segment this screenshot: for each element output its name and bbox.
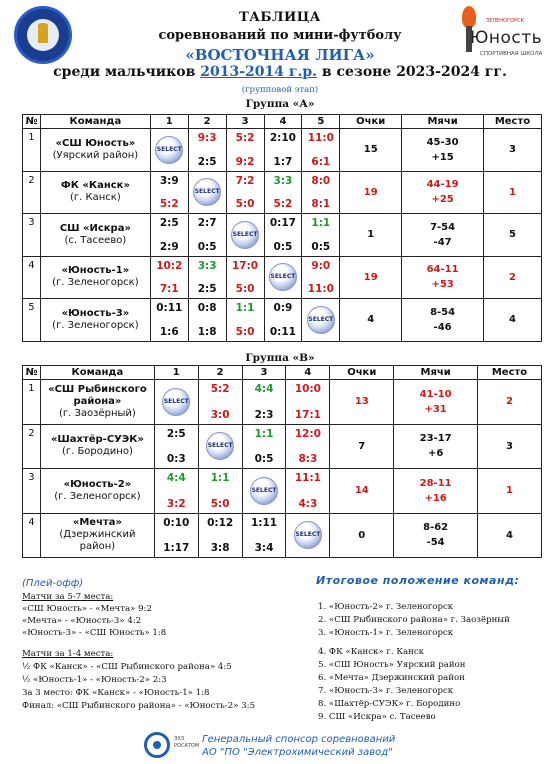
column-header: Место xyxy=(478,366,542,380)
team-city: (г. Зеленогорск) xyxy=(52,319,139,331)
team-city: (г. Бородино) xyxy=(61,446,133,458)
team-name: ФК «Канск» xyxy=(60,180,130,192)
table-row xyxy=(23,214,542,257)
column-header: 5 xyxy=(302,115,340,129)
second-match-score: 2:5 xyxy=(197,283,217,295)
second-match-score: 1:17 xyxy=(163,542,190,554)
column-header: 2 xyxy=(198,366,242,380)
table-row xyxy=(23,171,542,214)
score-cell xyxy=(226,129,264,172)
first-match-score: 1:11 xyxy=(250,516,278,529)
second-match-score: 5:0 xyxy=(235,325,255,338)
second-match-score: 0:5 xyxy=(311,240,331,253)
score-cell xyxy=(188,171,226,214)
score-cell xyxy=(302,299,340,342)
second-match-score: 0:5 xyxy=(254,453,274,465)
final-standings-title: Итоговое положение команд: xyxy=(316,574,520,587)
column-header: Команда xyxy=(40,115,150,129)
second-match-score: 5:2 xyxy=(273,198,293,210)
goals-ratio: 64-11 xyxy=(426,264,459,276)
column-header: Очки xyxy=(330,366,394,380)
score-cell xyxy=(264,299,302,342)
team-name: «СШ Рыбинского района» xyxy=(48,383,147,407)
first-match-score: 0:9 xyxy=(273,302,293,314)
score-cell xyxy=(150,129,188,172)
first-match-score: 7:2 xyxy=(235,174,255,187)
league-name: «ВОСТОЧНАЯ ЛИГА» xyxy=(185,46,375,64)
m14-item: Финал: «СШ Рыбинского района» - «Юность-2» 3:5 xyxy=(22,701,256,711)
row-number: 4 xyxy=(23,256,41,299)
score-cell xyxy=(154,513,198,558)
sponsor-line2: АО "ПО "Электрохимический завод" xyxy=(202,747,393,758)
first-match-score: 0:11 xyxy=(156,302,183,314)
team-cell xyxy=(40,513,154,558)
m14-item: ½ «Юность-1» - «Юность-2» 2:3 xyxy=(22,675,167,685)
second-match-score: 2:3 xyxy=(254,408,274,421)
score-cell xyxy=(226,214,264,257)
first-match-score: 2:5 xyxy=(159,217,179,229)
score-cell xyxy=(226,256,264,299)
first-match-score: 5:2 xyxy=(210,383,230,395)
team-city: (г. Зеленогорск) xyxy=(52,277,139,289)
second-match-score: 3:2 xyxy=(166,497,186,510)
score-cell xyxy=(188,214,226,257)
team-cell xyxy=(40,129,150,172)
points-cell: 13 xyxy=(330,380,394,425)
first-match-score: 4:4 xyxy=(166,472,186,484)
first-match-score: 11:0 xyxy=(307,132,334,144)
team-name: «Юность-3» xyxy=(61,307,130,319)
second-match-score: 17:1 xyxy=(294,408,321,421)
score-cell xyxy=(150,299,188,342)
team-city: (с. Тасеево) xyxy=(64,234,127,246)
score-cell xyxy=(226,299,264,342)
m14-title: Матчи за 1-4 места: xyxy=(22,649,114,659)
final-item: 4. ФК «Канск» г. Канск xyxy=(318,647,425,657)
final-item: 7. «Юность-3» г. Зеленогорск xyxy=(318,686,454,696)
column-header: Мячи xyxy=(402,115,484,129)
header xyxy=(0,0,560,112)
place-cell: 3 xyxy=(484,129,542,172)
row-number: 1 xyxy=(23,129,41,172)
goals-ratio: 7-54 xyxy=(430,221,456,233)
second-match-score: 1:8 xyxy=(197,325,217,338)
goals-ratio: 45-30 xyxy=(426,136,459,148)
place-cell: 2 xyxy=(484,256,542,299)
playoff-title: (Плей-офф) xyxy=(22,578,84,589)
group-a-title: Группа «А» xyxy=(245,98,315,110)
team-city: (г. Зеленогорск) xyxy=(54,490,141,502)
row-number: 2 xyxy=(23,171,41,214)
column-header: Команда xyxy=(40,366,154,380)
place-cell: 1 xyxy=(478,469,542,514)
m57-item: «Мечта» - «Юность-3» 4:2 xyxy=(22,616,142,626)
second-match-score: 2:9 xyxy=(159,240,179,253)
score-cell xyxy=(198,380,242,425)
goals-cell xyxy=(402,256,484,299)
first-match-score: 3:3 xyxy=(273,174,293,187)
group-a-table xyxy=(22,114,542,342)
ball-icon: SELECT xyxy=(231,221,259,249)
team-city: (г. Заозёрный) xyxy=(58,407,136,419)
second-match-score: 5:0 xyxy=(210,497,230,510)
score-cell xyxy=(264,171,302,214)
column-header: Мячи xyxy=(394,366,478,380)
goals-cell xyxy=(394,380,478,425)
points-cell: 19 xyxy=(340,256,402,299)
second-match-score: 5:0 xyxy=(235,283,255,295)
first-match-score: 0:8 xyxy=(197,302,217,314)
final-item: 3. «Юность-1» г. Зеленогорск xyxy=(318,628,454,638)
ball-icon: SELECT xyxy=(162,388,190,416)
table-row xyxy=(23,380,542,425)
goal-difference: +15 xyxy=(431,151,454,163)
first-match-score: 1:1 xyxy=(210,472,230,484)
ball-icon: SELECT xyxy=(294,521,322,549)
goals-ratio: 8-54 xyxy=(430,306,456,318)
second-match-score: 3:4 xyxy=(254,542,274,554)
m57-item: «Юность-3» - «СШ Юность» 1:8 xyxy=(22,628,167,638)
final-item: 9. СШ «Искра» с. Тасеево xyxy=(318,712,436,722)
first-match-score: 11:1 xyxy=(294,472,321,484)
score-cell xyxy=(154,380,198,425)
first-match-score: 8:0 xyxy=(311,174,331,187)
age-season: среди мальчиков 2013-2014 г.р. в сезоне 2023-2024 гг. xyxy=(53,64,507,80)
ball-icon: SELECT xyxy=(307,306,335,334)
second-match-score: 1:7 xyxy=(273,155,293,168)
second-match-score: 2:5 xyxy=(197,155,217,168)
goal-difference: +6 xyxy=(427,448,444,460)
first-match-score: 17:0 xyxy=(231,259,259,272)
stage-label: (групповой этап) xyxy=(241,85,319,95)
team-cell xyxy=(40,380,154,425)
second-match-score: 8:1 xyxy=(311,198,331,210)
goals-cell xyxy=(402,214,484,257)
team-city: (Дзержинский район) xyxy=(59,529,136,553)
ball-icon: SELECT xyxy=(269,263,297,291)
points-cell: 15 xyxy=(340,129,402,172)
column-header: 1 xyxy=(150,115,188,129)
column-header: 2 xyxy=(188,115,226,129)
sponsor-line1: Генеральный спонсор соревнований xyxy=(202,734,396,745)
first-match-score: 0:17 xyxy=(269,217,296,229)
table-row xyxy=(23,299,542,342)
score-cell xyxy=(264,129,302,172)
group-b-table xyxy=(22,365,542,558)
doc-subtitle: соревнований по мини-футболу xyxy=(158,28,402,43)
first-match-score: 0:10 xyxy=(163,516,190,529)
row-number: 5 xyxy=(23,299,41,342)
first-match-score: 9:3 xyxy=(197,132,217,144)
score-cell xyxy=(154,424,198,469)
column-header: 4 xyxy=(264,115,302,129)
goals-cell xyxy=(402,129,484,172)
second-match-score: 0:5 xyxy=(197,240,217,253)
goal-difference: +31 xyxy=(424,403,447,415)
m57-title: Матчи за 5-7 места: xyxy=(22,592,114,602)
row-number: 4 xyxy=(23,513,41,558)
goal-difference: +53 xyxy=(431,279,454,291)
goals-cell xyxy=(394,513,478,558)
table-row xyxy=(23,256,542,299)
score-cell xyxy=(264,214,302,257)
team-name: «Юность-1» xyxy=(61,265,130,277)
second-match-score: 0:5 xyxy=(273,240,293,253)
score-cell xyxy=(286,513,330,558)
score-cell xyxy=(302,171,340,214)
goal-difference: -46 xyxy=(433,321,452,333)
goal-difference: -47 xyxy=(433,236,452,248)
goal-difference: -54 xyxy=(426,537,445,549)
school-logo: ЗЕЛЕНОГОРСК Юность СПОРТИВНАЯ ШКОЛА xyxy=(456,6,552,64)
goals-ratio: 44-19 xyxy=(426,179,459,191)
team-city: (г. Канск) xyxy=(70,192,121,204)
team-name: «Юность-2» xyxy=(63,478,132,490)
score-cell xyxy=(150,171,188,214)
goals-cell xyxy=(402,171,484,214)
goals-ratio: 8-62 xyxy=(423,522,449,534)
row-number: 3 xyxy=(23,469,41,514)
team-cell xyxy=(40,171,150,214)
team-name: «СШ Юность» xyxy=(55,137,136,149)
column-header: 3 xyxy=(242,366,286,380)
score-cell xyxy=(242,380,286,425)
score-cell xyxy=(198,469,242,514)
score-cell xyxy=(264,256,302,299)
sponsor-logo-text: ЭХЗ РОСАТОМ xyxy=(174,736,200,749)
table-row xyxy=(23,513,542,558)
goal-difference: +16 xyxy=(424,492,447,504)
score-cell xyxy=(198,513,242,558)
points-cell: 4 xyxy=(340,299,402,342)
table-row xyxy=(23,424,542,469)
team-cell xyxy=(40,299,150,342)
m14-item: За 3 место: ФК «Канск» - «Юность-1» 1:8 xyxy=(22,688,210,698)
first-match-score: 1:1 xyxy=(235,302,255,314)
place-cell: 5 xyxy=(484,214,542,257)
first-match-score: 9:0 xyxy=(311,259,331,272)
team-cell xyxy=(40,214,150,257)
second-match-score: 0:3 xyxy=(166,453,186,465)
column-header: 1 xyxy=(154,366,198,380)
second-match-score: 8:3 xyxy=(298,453,318,465)
first-match-score: 0:12 xyxy=(207,516,234,529)
first-match-score: 10:0 xyxy=(294,383,321,395)
score-cell xyxy=(154,469,198,514)
table-row xyxy=(23,469,542,514)
score-cell xyxy=(188,256,226,299)
goals-cell xyxy=(402,299,484,342)
second-match-score: 4:3 xyxy=(298,497,318,510)
row-number: 1 xyxy=(23,380,41,425)
second-match-score: 0:11 xyxy=(269,325,296,338)
m57-item: «СШ Юность» - «Мечта» 9:2 xyxy=(22,604,152,614)
first-match-score: 2:5 xyxy=(166,427,186,440)
goals-cell xyxy=(394,424,478,469)
first-match-score: 3:9 xyxy=(159,174,179,187)
column-header: № xyxy=(23,366,41,380)
team-name: «Шахтёр-СУЭК» xyxy=(50,434,144,446)
goals-ratio: 41-10 xyxy=(419,388,452,400)
first-match-score: 3:3 xyxy=(197,259,217,272)
column-header: Место xyxy=(484,115,542,129)
column-header: № xyxy=(23,115,41,129)
first-match-score: 2:10 xyxy=(269,132,296,144)
place-cell: 4 xyxy=(484,299,542,342)
first-match-score: 10:2 xyxy=(156,259,183,272)
row-number: 2 xyxy=(23,424,41,469)
team-cell xyxy=(40,469,154,514)
first-match-score: 2:7 xyxy=(197,217,217,229)
points-cell: 7 xyxy=(330,424,394,469)
score-cell xyxy=(286,424,330,469)
goals-cell xyxy=(394,469,478,514)
team-city: (Уярский район) xyxy=(52,149,139,161)
score-cell xyxy=(302,256,340,299)
score-cell xyxy=(188,299,226,342)
second-match-score: 7:1 xyxy=(159,283,179,295)
ball-icon: SELECT xyxy=(193,178,221,206)
second-match-score: 11:0 xyxy=(307,283,334,295)
goals-ratio: 28-11 xyxy=(419,477,452,489)
score-cell xyxy=(150,256,188,299)
final-item: 1. «Юность-2» г. Зеленогорск xyxy=(318,602,454,612)
goals-ratio: 23-17 xyxy=(419,433,452,445)
first-match-score: 12:0 xyxy=(294,427,321,440)
table-row xyxy=(23,129,542,172)
team-name: «Мечта» xyxy=(72,517,122,529)
group-b-title: Группа «В» xyxy=(245,352,315,364)
points-cell: 14 xyxy=(330,469,394,514)
points-cell: 0 xyxy=(330,513,394,558)
row-number: 3 xyxy=(23,214,41,257)
ball-icon: SELECT xyxy=(155,136,183,164)
team-cell xyxy=(40,424,154,469)
team-name: СШ «Искра» xyxy=(59,222,131,234)
ball-icon: SELECT xyxy=(250,477,278,505)
score-cell xyxy=(286,380,330,425)
score-cell xyxy=(242,513,286,558)
first-match-score: 5:2 xyxy=(235,132,255,144)
m14-item: ½ ФК «Канск» - «СШ Рыбинского района» 4:5 xyxy=(22,662,232,672)
score-cell xyxy=(286,469,330,514)
column-header: Очки xyxy=(340,115,402,129)
second-match-score: 9:2 xyxy=(235,155,255,168)
score-cell xyxy=(226,171,264,214)
points-cell: 19 xyxy=(340,171,402,214)
final-item: 5. «СШ Юность» Уярский район xyxy=(318,660,466,670)
second-match-score: 3:8 xyxy=(210,542,230,554)
place-cell: 1 xyxy=(484,171,542,214)
first-match-score: 1:1 xyxy=(311,217,331,229)
score-cell xyxy=(242,469,286,514)
score-cell xyxy=(198,424,242,469)
score-cell xyxy=(188,129,226,172)
second-match-score: 6:1 xyxy=(311,155,331,168)
final-item: 2. «СШ Рыбинского района» г. Заозёрный xyxy=(318,615,510,625)
score-cell xyxy=(302,129,340,172)
final-item: 8. «Шахтёр-СУЭК» г. Бородино xyxy=(318,699,461,709)
score-cell xyxy=(302,214,340,257)
place-cell: 4 xyxy=(478,513,542,558)
sponsor-logo xyxy=(144,732,170,758)
ball-icon: SELECT xyxy=(206,432,234,460)
place-cell: 3 xyxy=(478,424,542,469)
doc-title: ТАБЛИЦА xyxy=(239,10,321,25)
score-cell xyxy=(150,214,188,257)
points-cell: 1 xyxy=(340,214,402,257)
second-match-score: 5:0 xyxy=(235,198,255,210)
first-match-score: 4:4 xyxy=(254,383,274,395)
column-header: 4 xyxy=(286,366,330,380)
second-match-score: 3:0 xyxy=(210,408,230,421)
second-match-score: 1:6 xyxy=(159,325,179,338)
first-match-score: 1:1 xyxy=(254,427,274,440)
goal-difference: +25 xyxy=(431,194,454,206)
column-header: 3 xyxy=(226,115,264,129)
final-item: 6. «Мечта» Дзержинский район xyxy=(318,673,465,683)
team-cell xyxy=(40,256,150,299)
score-cell xyxy=(242,424,286,469)
second-match-score: 5:2 xyxy=(159,198,179,210)
place-cell: 2 xyxy=(478,380,542,425)
